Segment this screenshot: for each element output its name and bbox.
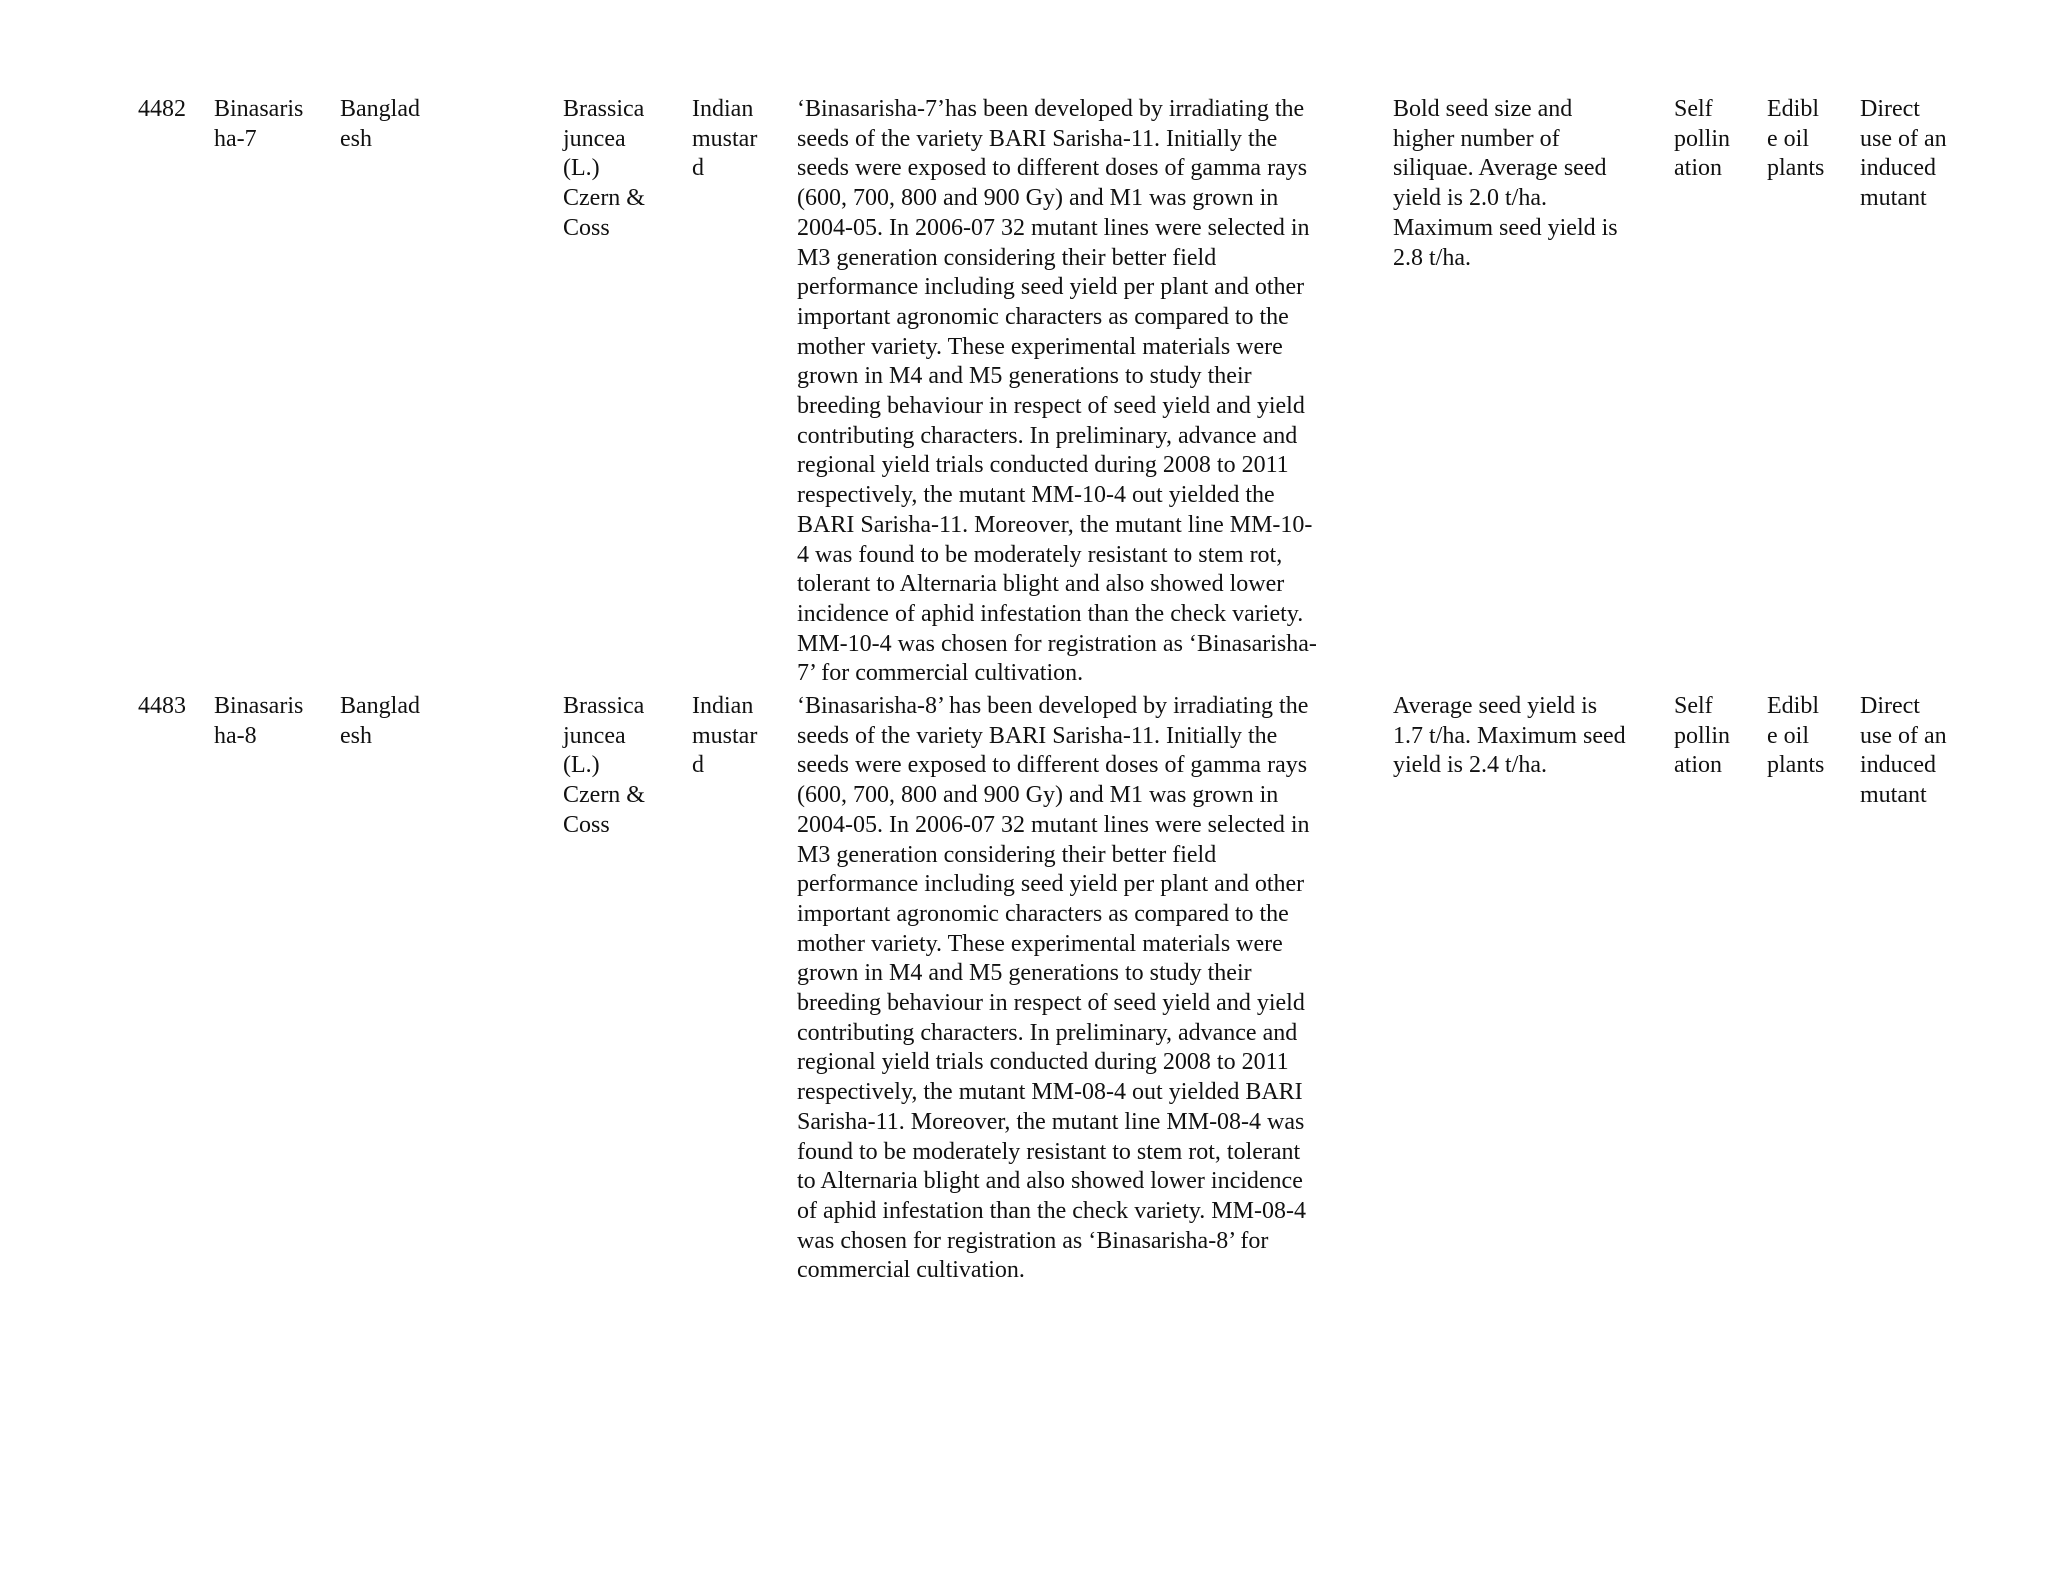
record-id: 4483: [138, 693, 186, 719]
development-method: Direct use of an induced mutant: [1860, 693, 1947, 809]
record-id: 4482: [138, 96, 186, 122]
country: Banglad esh: [340, 96, 420, 152]
common-name: Indian mustar d: [692, 96, 758, 182]
common-name: Indian mustar d: [692, 693, 758, 779]
description: ‘Binasarisha-8’ has been developed by irradiating the seeds of the variety BARI Sarisha-11. Initially the seeds were exposed to different doses of gamma rays (600, 700, 800 and 900 Gy) and M1 was grown in 2004-05. In 2006-07 32 mutant lines were selected in M3 generation considering their better field performance including seed yield per plant and other important agronomic characters as compared to the mother variety. These experimental materials were grown in M4 and M5 generations to study their breeding behaviour in respect of seed yield and yield contributing characters. In preliminary, advance and regional yield trials conducted during 2008 to 2011 respectively, the mutant MM-08-4 out yielded BARI Sarisha-11. Moreover, the mutant line MM-08-4 was found to be moderately resistant to stem rot, tolerant to Alternaria blight and also showed lower incidence of aphid infestation than the check variety. MM-08-4 was chosen for registration as ‘Binasarisha-8’ for commercial cultivation.: [797, 693, 1310, 1284]
crop-use: Edibl e oil plants: [1767, 96, 1825, 182]
latin-name: Brassica juncea (L.) Czern & Coss: [563, 693, 645, 838]
improved-traits: Bold seed size and higher number of siliquae. Average seed yield is 2.0 t/ha. Maximum seed yield is 2.8 t/ha.: [1393, 96, 1618, 271]
country: Banglad esh: [340, 693, 420, 749]
improved-traits: Average seed yield is 1.7 t/ha. Maximum seed yield is 2.4 t/ha.: [1393, 693, 1626, 779]
crop-use: Edibl e oil plants: [1767, 693, 1825, 779]
pollination-type: Self pollin ation: [1674, 96, 1731, 182]
latin-name: Brassica juncea (L.) Czern & Coss: [563, 96, 645, 241]
description: ‘Binasarisha-7’has been developed by irradiating the seeds of the variety BARI Sarisha-11. Initially the seeds were exposed to different doses of gamma rays (600, 700, 800 and 900 Gy) and M1 was grown in 2004-05. In 2006-07 32 mutant lines were selected in M3 generation considering their better field performance including seed yield per plant and other important agronomic characters as compared to the mother variety. These experimental materials were grown in M4 and M5 generations to study their breeding behaviour in respect of seed yield and yield contributing characters. In preliminary, advance and regional yield trials conducted during 2008 to 2011 respectively, the mutant MM-10-4 out yielded the BARI Sarisha-11. Moreover, the mutant line MM-10- 4 was found to be moderately resistant to stem rot, tolerant to Alternaria blight and also showed lower incidence of aphid infestation than the check variety. MM-10-4 was chosen for registration as ‘Binasarisha- 7’ for commercial cultivation.: [797, 96, 1317, 687]
variety-name: Binasaris ha-8: [214, 693, 304, 749]
variety-name: Binasaris ha-7: [214, 96, 304, 152]
pollination-type: Self pollin ation: [1674, 693, 1731, 779]
development-method: Direct use of an induced mutant: [1860, 96, 1947, 212]
